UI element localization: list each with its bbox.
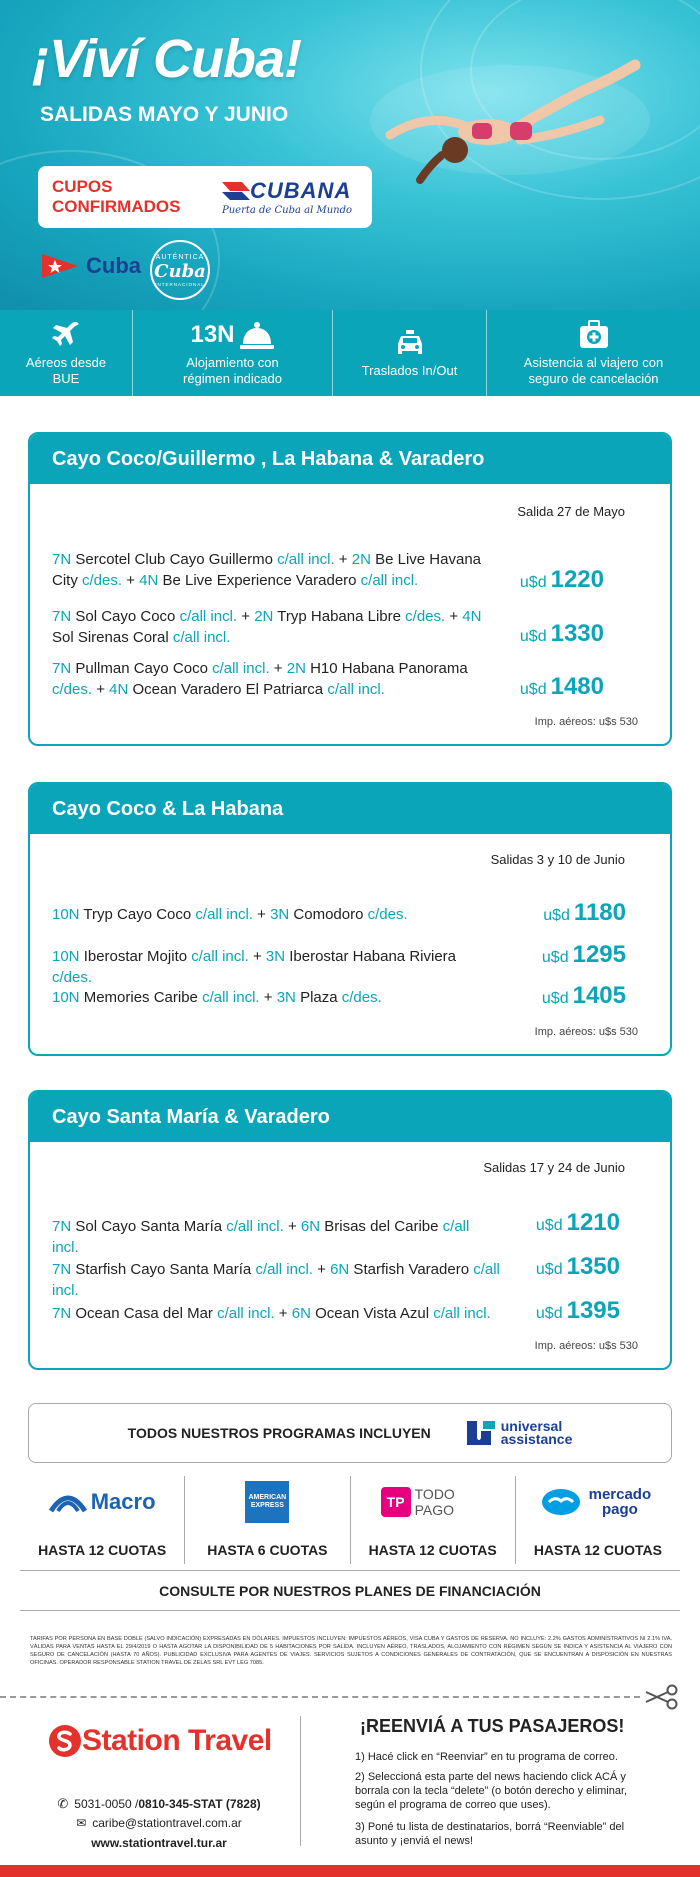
- package-highlight: c/all incl.: [277, 551, 335, 568]
- package-highlight: c/des.: [341, 989, 382, 1006]
- includes-banner: [28, 1403, 672, 1463]
- package-text: Comodoro: [289, 906, 368, 923]
- bottom-bar: [0, 1865, 700, 1877]
- package-card-1: [28, 432, 672, 746]
- impuestos-aereos: Imp. aéreos: u$s 530: [534, 1026, 638, 1038]
- package-text: Brisas del Caribe: [320, 1218, 443, 1235]
- amex-name: AMERICAN EXPRESS: [248, 1494, 287, 1509]
- package-highlight: c/des.: [82, 572, 123, 589]
- package-text: +: [92, 681, 110, 698]
- email-link[interactable]: caribe@stationtravel.com.ar: [92, 1816, 242, 1830]
- website-link[interactable]: www.stationtravel.tur.ar: [91, 1836, 227, 1850]
- package-highlight: c/all incl.: [52, 1261, 500, 1299]
- package-highlight: 4N: [109, 681, 129, 698]
- phone-a: 5031-0050 /: [74, 1797, 139, 1811]
- medkit-icon: [578, 320, 610, 350]
- package-highlight: 3N: [270, 906, 290, 923]
- package-line: [52, 987, 492, 1008]
- legal-text: TARIFAS POR PERSONA EN BASE DOBLE (SALVO INDICACIÓN) EXPRESADAS EN DÓLARES. IMPUESTOS INCLUYEN: IMPUESTOS AÉREOS, VISA CUBA Y GASTOS DE RESERVA. NO INCLUYE: 2.2% GASTOS ADMINISTRATIVOS NI 2.1% IVA. VÁLIDAS PARA VENTAS HASTA EL 29/4/2019 O HASTA AGOTAR LA DISPONIBILIDAD DE 5 HABITACIONES POR SALIDA. INCLUYEN AÉREO, TRASLADOS, ALOJAMIENTO CON RÉGIMEN SEGÚN SE INDICA Y ASISTENCIA AL VIAJERO CON SEGURO DE CANCELACIÓN (HASTA 70 AÑOS). PUBLICIDAD EXCLUSIVA PARA AGENTES DE VIAJES. SERVICIOS SUJETOS A CONDICIONES GENERALES DE CONTRATACIÓN, QUE SE ENCUENTRAN A DISPOSICIÓN EN NUESTRAS OFICINAS. OPERADOR RESPONSABLE STATION TRAVEL DE ZELAS SRL EVT LEG 7085.: [30, 1636, 672, 1666]
- package-highlight: 10N: [52, 906, 80, 923]
- cut-line: [0, 1696, 640, 1698]
- scissors-icon: [644, 1684, 680, 1710]
- package-line: [52, 549, 492, 591]
- package-highlight: c/all incl.: [212, 660, 270, 677]
- package-text: +: [248, 948, 266, 965]
- package-highlight: c/all incl.: [202, 989, 260, 1006]
- reenvia-step-1: 1) Hacé click en “Reenviar” en tu programa de correo.: [355, 1751, 618, 1763]
- package-card-2: [28, 782, 672, 1056]
- swimmer-illustration: [360, 40, 660, 190]
- package-text: Plaza: [295, 989, 342, 1006]
- universal-assistance-icon: [465, 1419, 497, 1447]
- package-card-3: [28, 1090, 672, 1370]
- package-highlight: 7N: [52, 551, 72, 568]
- plane-icon: [50, 319, 82, 351]
- package-highlight: c/des.: [405, 608, 446, 625]
- package-highlight: 10N: [52, 948, 80, 965]
- features-bar: [0, 310, 700, 396]
- package-highlight: c/all incl.: [255, 1261, 313, 1278]
- phone-line: [44, 1796, 274, 1812]
- feature-label: Traslados In/Out: [361, 363, 458, 378]
- package-highlight: 6N: [291, 1305, 311, 1322]
- cuotas-label: HASTA 12 CUOTAS: [533, 1542, 662, 1558]
- card-title: Cayo Coco & La Habana: [30, 784, 670, 834]
- package-line: [52, 606, 492, 648]
- autentica-main: Cuba: [154, 260, 206, 282]
- package-text: +: [445, 608, 463, 625]
- divider: [20, 1570, 680, 1571]
- package-text: +: [252, 906, 271, 923]
- footer-divider: [300, 1716, 301, 1846]
- package-highlight: 6N: [300, 1218, 321, 1235]
- package-price: u$d 1220: [519, 566, 604, 593]
- cuba-logo: [38, 246, 141, 286]
- package-text: Ocean Varadero El Patriarca: [128, 681, 328, 698]
- cupos-confirmados-box: [38, 166, 372, 228]
- feature-label: Asistencia al viajero con seguro de cancelación: [523, 355, 664, 386]
- package-text: Tryp Cayo Coco: [79, 906, 196, 923]
- package-highlight: 2N: [286, 660, 306, 677]
- package-price: u$d 1350: [535, 1253, 620, 1280]
- package-highlight: c/all incl.: [217, 1305, 275, 1322]
- package-text: +: [269, 660, 287, 677]
- divider: [20, 1610, 680, 1611]
- package-text: +: [259, 989, 277, 1006]
- bell-icon: [239, 320, 275, 350]
- cubana-name: CUBANA: [250, 178, 352, 203]
- package-highlight: 2N: [351, 551, 371, 568]
- package-line: [52, 946, 492, 988]
- package-highlight: c/des.: [52, 969, 93, 986]
- includes-text: TODOS NUESTROS PROGRAMAS INCLUYEN: [127, 1425, 431, 1441]
- payment-options: [20, 1476, 680, 1564]
- payment-todopago: [350, 1476, 515, 1564]
- package-highlight: c/all incl.: [172, 629, 231, 646]
- nights-label: 13N: [190, 321, 235, 348]
- package-price: u$d 1180: [543, 899, 626, 926]
- mail-icon: ✉: [76, 1816, 87, 1830]
- payment-mercadopago: [515, 1476, 680, 1564]
- package-price: u$d 1295: [541, 941, 626, 968]
- package-highlight: 10N: [52, 989, 80, 1006]
- autentica-bottom: INTERNACIONAL: [155, 281, 205, 287]
- phone-b: 0810-345-STAT (7828): [138, 1797, 261, 1811]
- reenvia-step-2: 2) Seleccioná esta parte del news haciendo click ACÁ y borrala con la tecla “delete” (o botón derecho y eliminar, según el programa de correo que uses).: [355, 1771, 628, 1811]
- package-highlight: c/des.: [367, 906, 408, 923]
- salida-date: Salidas 3 y 10 de Junio: [490, 852, 625, 867]
- package-text: +: [274, 1305, 292, 1322]
- amex-logo: [245, 1481, 289, 1523]
- package-text: Be Live Experience Varadero: [158, 572, 361, 589]
- package-highlight: 4N: [462, 608, 482, 625]
- package-text: Pullman Cayo Coco: [71, 660, 213, 677]
- package-text: Starfish Cayo Santa María: [71, 1261, 256, 1278]
- package-line: [52, 1216, 492, 1258]
- package-highlight: c/all incl.: [226, 1218, 284, 1235]
- package-text: H10 Habana Panorama: [305, 660, 468, 677]
- package-text: Iberostar Mojito: [79, 948, 192, 965]
- package-line: [52, 658, 492, 700]
- cuotas-label: HASTA 12 CUOTAS: [38, 1542, 167, 1558]
- package-text: Tryp Habana Libre: [273, 608, 406, 625]
- impuestos-aereos: Imp. aéreos: u$s 530: [534, 1340, 638, 1352]
- package-price: u$d 1480: [519, 673, 604, 700]
- cubana-wing-icon: [222, 180, 250, 202]
- payment-macro: [20, 1476, 184, 1564]
- salida-date: Salidas 17 y 24 de Junio: [483, 1160, 625, 1175]
- autentica-cuba-seal: [150, 240, 210, 300]
- financiacion-text: CONSULTE POR NUESTROS PLANES DE FINANCIACIÓN: [159, 1583, 541, 1599]
- package-highlight: 3N: [276, 989, 296, 1006]
- package-highlight: c/all incl.: [52, 1218, 470, 1256]
- package-price: u$d 1395: [535, 1297, 620, 1324]
- package-line: [52, 904, 492, 925]
- macro-name: Macro: [90, 1489, 156, 1514]
- package-text: +: [237, 608, 255, 625]
- package-highlight: c/all incl.: [360, 572, 419, 589]
- universal-assistance-logo: [465, 1419, 573, 1447]
- impuestos-aereos: Imp. aéreos: u$s 530: [534, 716, 638, 728]
- package-text: +: [122, 572, 140, 589]
- cubana-slogan: Puerta de Cuba al Mundo: [222, 205, 353, 216]
- package-text: +: [283, 1218, 301, 1235]
- package-highlight: c/des.: [52, 681, 93, 698]
- feature-alojamiento: [132, 310, 332, 396]
- package-text: Starfish Varadero: [349, 1261, 474, 1278]
- taxi-icon: [395, 328, 425, 358]
- feature-asistencia: [486, 310, 700, 396]
- email-line[interactable]: [44, 1816, 274, 1830]
- package-price: u$d 1405: [541, 982, 626, 1009]
- package-highlight: c/all incl.: [195, 906, 253, 923]
- package-highlight: 2N: [254, 608, 274, 625]
- todopago-icon: TP: [381, 1487, 411, 1517]
- package-highlight: 7N: [52, 608, 72, 625]
- station-travel-name: Station Travel: [82, 1724, 272, 1757]
- package-highlight: 4N: [139, 572, 159, 589]
- package-highlight: 3N: [265, 948, 286, 965]
- ua-line2: assistance: [500, 1431, 573, 1447]
- package-highlight: c/all incl.: [433, 1305, 491, 1322]
- hero-title: ¡Viví Cuba!: [32, 29, 302, 89]
- salida-date: Salida 27 de Mayo: [517, 504, 625, 519]
- package-highlight: 6N: [330, 1261, 350, 1278]
- package-line: [52, 1303, 492, 1324]
- station-travel-icon: [48, 1724, 82, 1758]
- autentica-top: AUTÉNTICA: [155, 253, 205, 261]
- ua-line1: universal: [500, 1418, 563, 1434]
- cubana-logo: [222, 178, 352, 216]
- cuba-word: Cuba: [86, 253, 141, 278]
- card-title: Cayo Santa María & Varadero: [30, 1092, 670, 1142]
- package-highlight: 7N: [52, 1261, 72, 1278]
- cuba-star-icon: [38, 246, 82, 286]
- package-highlight: 7N: [52, 1305, 72, 1322]
- package-text: Sol Cayo Santa María: [71, 1218, 227, 1235]
- package-text: Ocean Casa del Mar: [71, 1305, 218, 1322]
- package-text: Iberostar Habana Riviera: [285, 948, 456, 965]
- station-travel-logo: [48, 1724, 272, 1758]
- package-text: Be Live Havana City: [52, 551, 482, 589]
- card-title: Cayo Coco/Guillermo , La Habana & Varadero: [30, 434, 670, 484]
- cupos-label: CUPOS CONFIRMADOS: [52, 177, 181, 216]
- hero-subtitle: SALIDAS MAYO Y JUNIO: [40, 103, 289, 126]
- package-text: +: [334, 551, 352, 568]
- package-highlight: c/all incl.: [327, 681, 385, 698]
- mercadopago-name: mercado pago: [588, 1486, 652, 1518]
- macro-icon: [49, 1489, 87, 1515]
- package-highlight: 7N: [52, 660, 72, 677]
- package-text: Sercotel Club Cayo Guillermo: [71, 551, 278, 568]
- cuotas-label: HASTA 6 CUOTAS: [207, 1542, 328, 1558]
- package-highlight: c/all incl.: [191, 948, 249, 965]
- reenvia-title: ¡REENVIÁ A TUS PASAJEROS!: [360, 1716, 625, 1736]
- payment-amex: [184, 1476, 349, 1564]
- package-text: Memories Caribe: [79, 989, 203, 1006]
- reenvia-step-3: 3) Poné tu lista de destinatarios, borrá “Reenviable” del asunto y ¡enviá el news!: [355, 1821, 625, 1847]
- package-price: u$d 1330: [519, 620, 604, 647]
- phone-icon: ✆: [57, 1796, 69, 1811]
- todopago-name: TODO PAGO: [414, 1486, 455, 1518]
- feature-label: Aéreos desde BUE: [25, 355, 107, 386]
- hero-banner: [0, 0, 700, 310]
- cuotas-label: HASTA 12 CUOTAS: [368, 1542, 497, 1558]
- feature-label: Alojamiento con régimen indicado: [182, 355, 282, 386]
- mercadopago-icon: [541, 1488, 581, 1516]
- package-text: Ocean Vista Azul: [310, 1305, 434, 1322]
- package-price: u$d 1210: [535, 1209, 620, 1236]
- feature-aereos: [0, 310, 132, 396]
- package-text: +: [312, 1261, 331, 1278]
- package-highlight: 7N: [52, 1218, 72, 1235]
- package-text: Sol Sirenas Coral: [52, 629, 173, 646]
- feature-traslados: [332, 310, 486, 396]
- package-line: [52, 1259, 512, 1301]
- package-highlight: c/all incl.: [179, 608, 238, 625]
- package-text: Sol Cayo Coco: [71, 608, 180, 625]
